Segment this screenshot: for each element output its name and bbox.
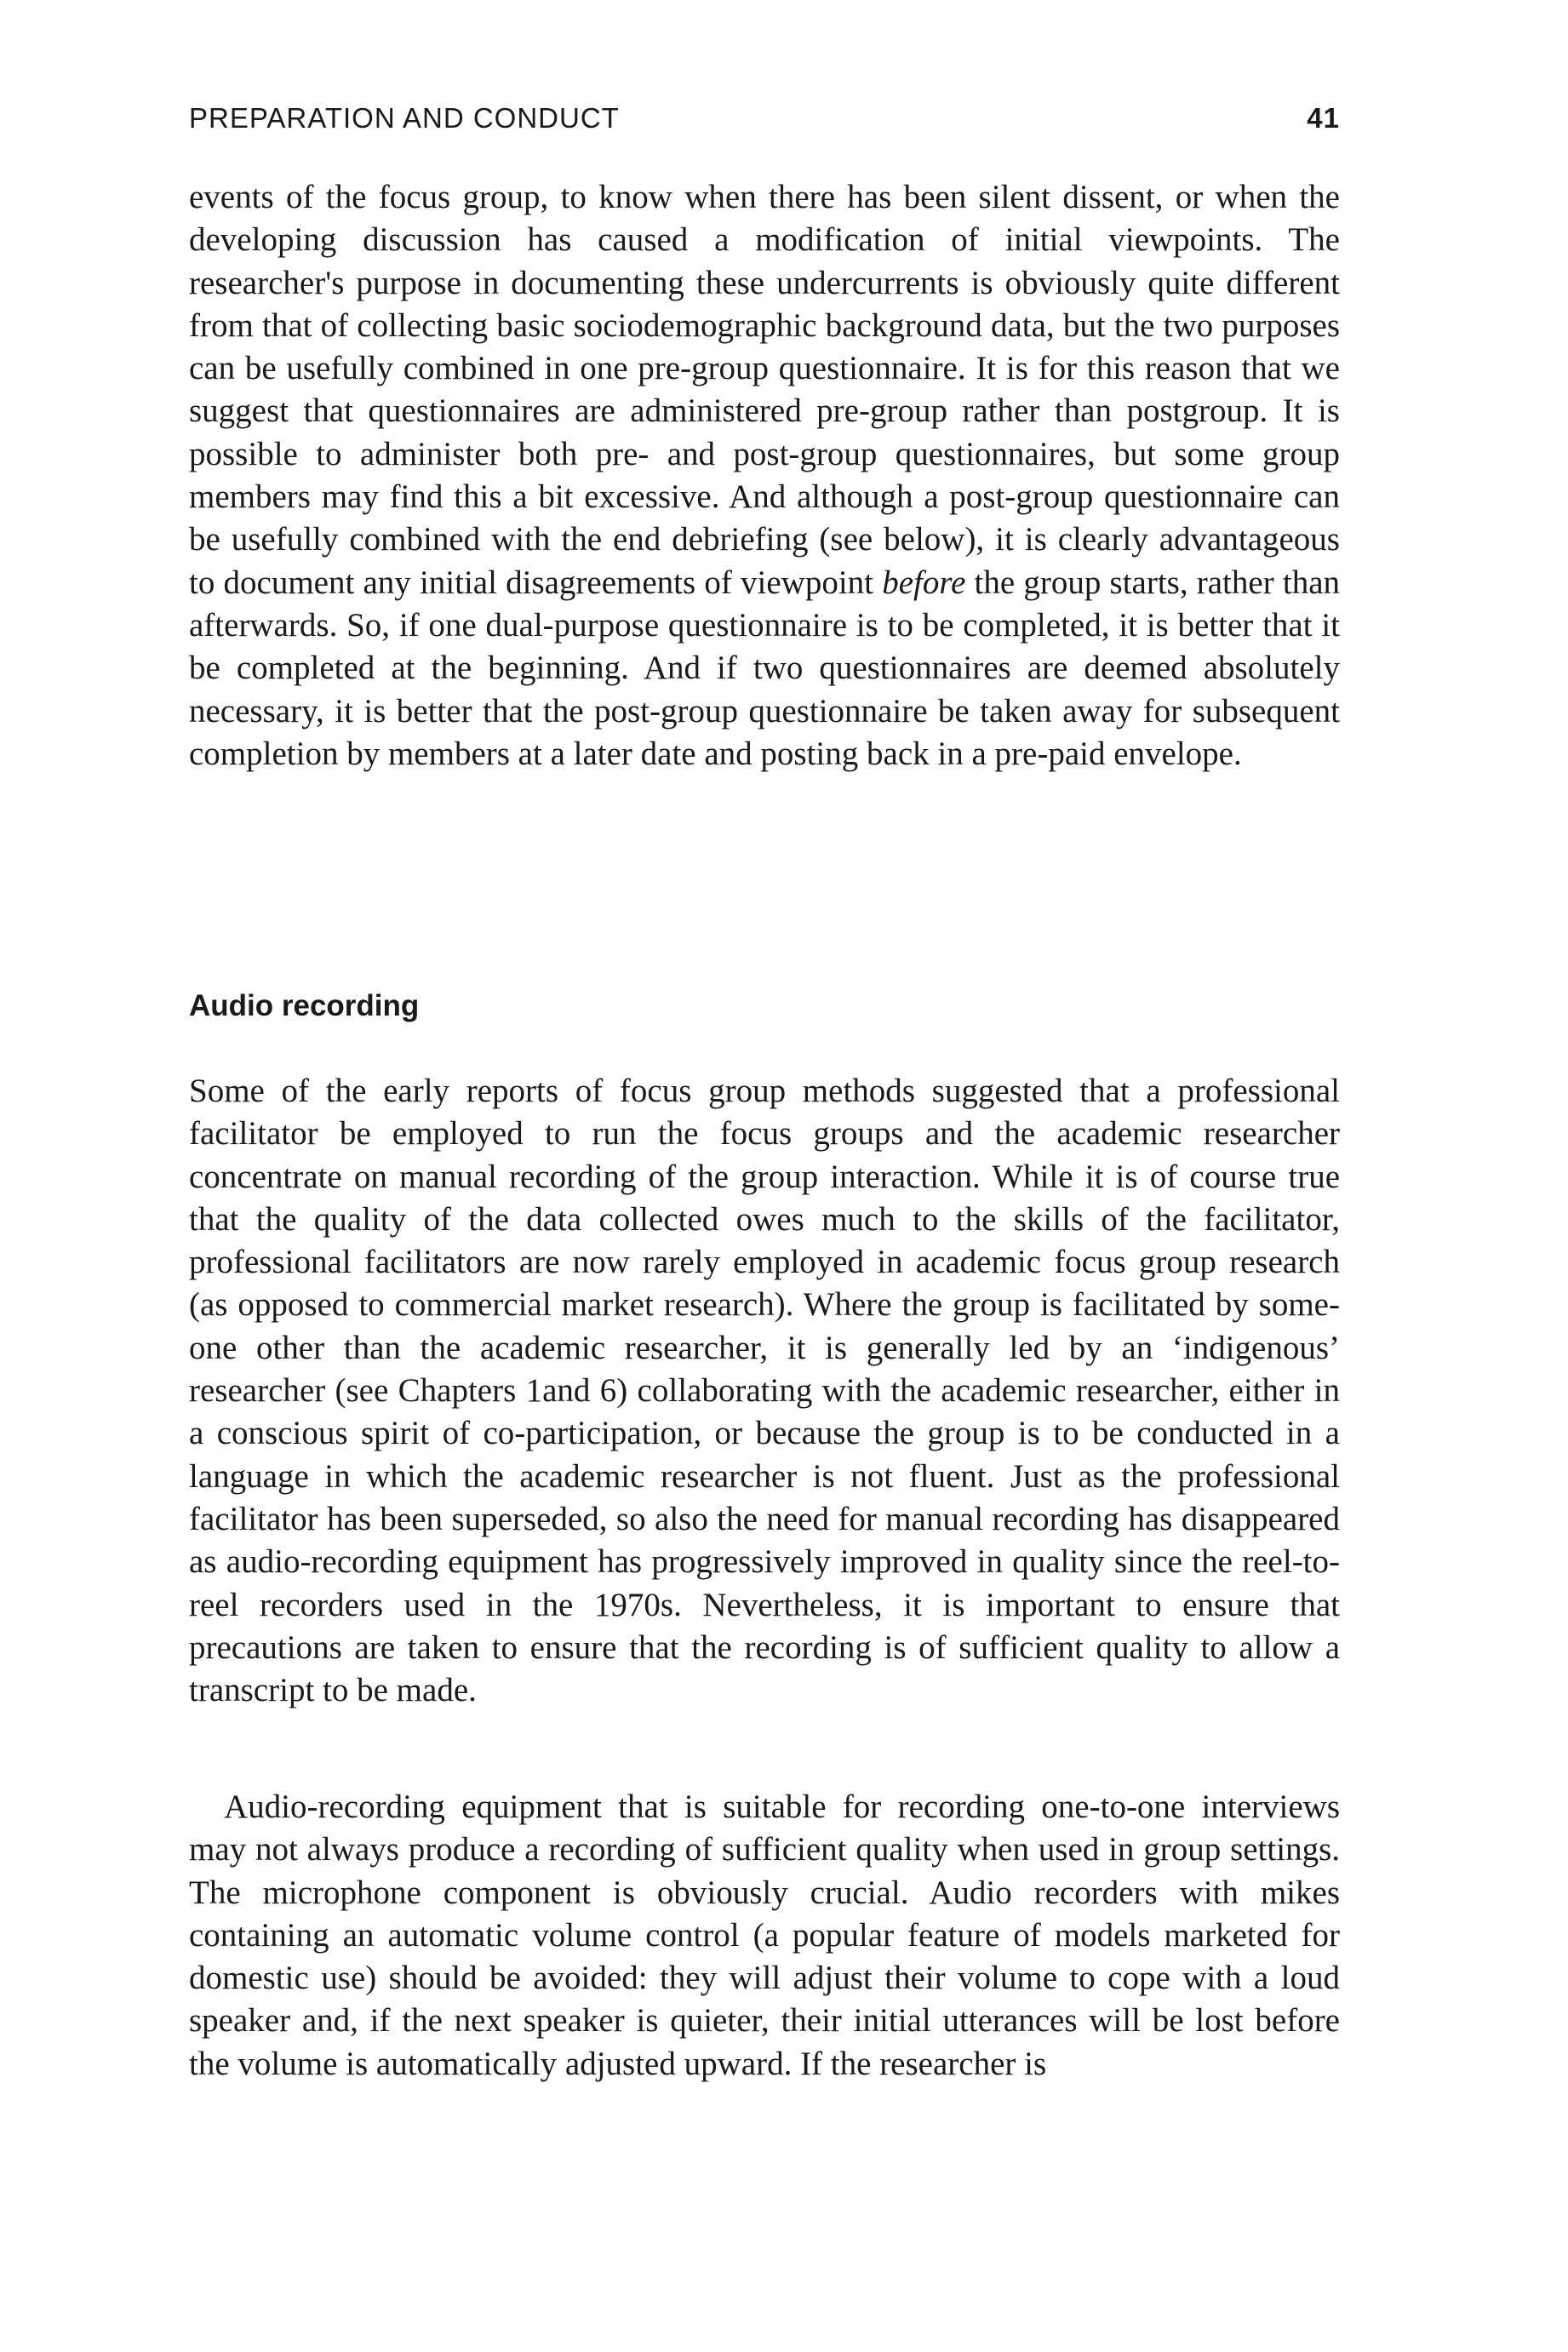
running-header xyxy=(189,95,1340,140)
page-number: 41 xyxy=(1307,102,1340,134)
body-paragraph-3: Audio-recording equipment that is suitable for recording one-to-one interviews may not always produce a recording of sufficient quality when used in group settings. The microphone component is obviously crucial. Audio recorders with mikes containing an automatic volume control (a popular feature of models marketed for domestic use) should be avoided: they will adjust their volume to cope with a loud speaker and, if the next speaker is quieter, their initial utterances will be lost before the volume is automatically adjusted upward. If the researcher is xyxy=(189,1788,1340,2082)
body-paragraph-2: Some of the early reports of focus group methods suggested that a professional facilitator be employed to run the focus groups and the academic researcher concentrate on manual recording of the group interaction. While it is of course true that the quality of the data collected owes much to the skills of the facilitator, professional facilitators are now rarely employed in academic focus group research (as opposed to commercial market research). Where the group is facilitated by someone other than the academic researcher, it is generally led by an ‘indigenous’ researcher (see Chapters 1and 6) collaborating with the academic researcher, either in a conscious spirit of co-participation, or because the group is to be conducted in a language in which the academic researcher is not fluent. Just as the professional facilitator has been superseded, so also the need for manual recording has disappeared as audio-recording equipment has progressively improved in quality since the reel-to-reel recorders used in the 1970s. Nevertheless, it is important to ensure that precautions are taken to ensure that the recording is of sufficient quality to allow a transcript to be made. xyxy=(189,1073,1340,1709)
running-title: PREPARATION AND CONDUCT xyxy=(189,102,620,134)
body-paragraph-1 xyxy=(189,176,1340,775)
paragraph-text: events of the focus group, to know when there has been silent dissent, or when the developing discussion has caused a modification of initial viewpoints. The researcher's purpose in documenting these undercurrents is obviously quite different from that of collecting basic sociodemographic background data, but the two purposes can be usefully combined in one pre-group questionnaire. It is for this reason that we suggest that questionnaires are administered pre-group rather than postgroup. It is possible to administer both pre- and post-group questionnaires, but some group members may find this a bit excessive. And although a post-group questionnaire can be usefully combined with the end debriefing (see below), it is clearly advantageous to document any initial disagreements of viewpoint xyxy=(189,179,1340,601)
paragraph-text: the group starts, rather than afterwards. So, if one dual-purpose questionnaire is to be completed, it is better that it be completed at the beginning. And if two questionnaires are deemed absolutely necessary, it is better that the post-group questionnaire be taken away for subsequent completion by members at a later date and posting back in a pre-paid envelope. xyxy=(189,564,1341,772)
emphasized-word: before xyxy=(882,564,966,601)
section-heading: Audio recording xyxy=(189,989,420,1022)
